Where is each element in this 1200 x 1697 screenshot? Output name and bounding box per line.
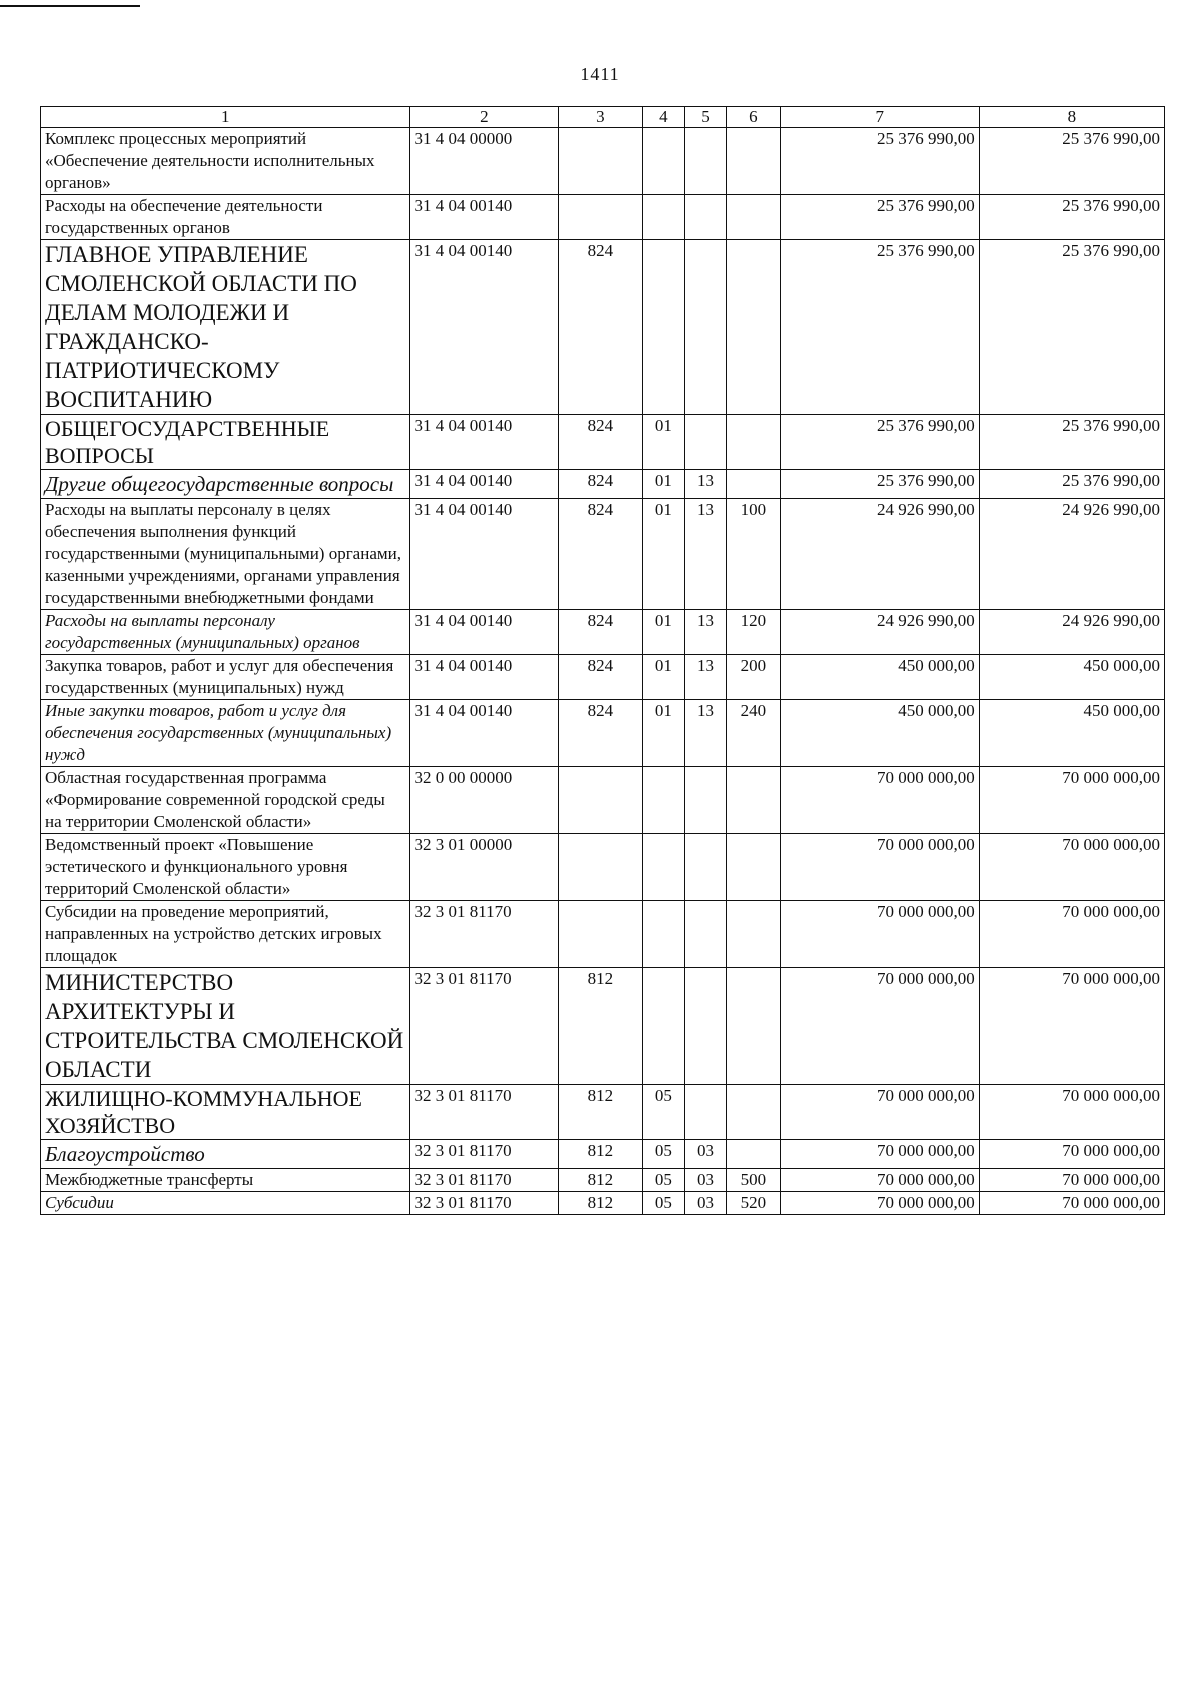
cell-sum-2: 24 926 990,00 <box>979 610 1164 655</box>
header-col-1: 1 <box>41 107 410 128</box>
cell-subsection: 13 <box>685 470 727 499</box>
table-row <box>41 767 1165 834</box>
header-col-8: 8 <box>979 107 1164 128</box>
cell-expense-type <box>726 834 780 901</box>
cell-section: 01 <box>642 655 685 700</box>
cell-sum-2: 70 000 000,00 <box>979 1085 1164 1140</box>
cell-ministry-code: 824 <box>559 610 642 655</box>
cell-expense-type <box>726 968 780 1085</box>
cell-name: Благоустройство <box>41 1140 410 1169</box>
budget-table <box>40 106 1165 1215</box>
cell-ministry-code: 824 <box>559 240 642 415</box>
cell-subsection <box>685 128 727 195</box>
cell-name: Субсидии на проведение мероприятий, направленных на устройство детских игровых площадок <box>41 901 410 968</box>
cell-sum-1: 450 000,00 <box>780 700 979 767</box>
cell-target-code: 32 3 01 81170 <box>410 1140 559 1169</box>
cell-section <box>642 128 685 195</box>
cell-subsection <box>685 767 727 834</box>
cell-sum-2: 70 000 000,00 <box>979 901 1164 968</box>
cell-target-code: 32 3 01 81170 <box>410 1169 559 1192</box>
cell-ministry-code <box>559 195 642 240</box>
table-header-row <box>41 107 1165 128</box>
table-row <box>41 700 1165 767</box>
cell-ministry-code <box>559 901 642 968</box>
cell-sum-2: 25 376 990,00 <box>979 240 1164 415</box>
table-row <box>41 1169 1165 1192</box>
cell-target-code: 32 3 01 00000 <box>410 834 559 901</box>
cell-sum-1: 450 000,00 <box>780 655 979 700</box>
cell-subsection: 13 <box>685 655 727 700</box>
table-row <box>41 610 1165 655</box>
cell-section: 01 <box>642 700 685 767</box>
cell-subsection: 13 <box>685 610 727 655</box>
cell-expense-type <box>726 1085 780 1140</box>
cell-sum-1: 70 000 000,00 <box>780 1140 979 1169</box>
cell-sum-1: 25 376 990,00 <box>780 128 979 195</box>
cell-subsection <box>685 968 727 1085</box>
cell-name: Расходы на выплаты персоналу в целях обеспечения выполнения функций государственными (муниципальными) органами, казенными учреждениями, органами управления государственными внебюджетными фондами <box>41 499 410 610</box>
cell-target-code: 31 4 04 00140 <box>410 470 559 499</box>
cell-target-code: 31 4 04 00140 <box>410 700 559 767</box>
header-col-3: 3 <box>559 107 642 128</box>
cell-ministry-code: 812 <box>559 1085 642 1140</box>
cell-ministry-code: 812 <box>559 968 642 1085</box>
cell-sum-2: 450 000,00 <box>979 655 1164 700</box>
cell-sum-2: 450 000,00 <box>979 700 1164 767</box>
cell-subsection <box>685 195 727 240</box>
cell-subsection: 13 <box>685 499 727 610</box>
cell-name: МИНИСТЕРСТВО АРХИТЕКТУРЫ И СТРОИТЕЛЬСТВА СМОЛЕНСКОЙ ОБЛАСТИ <box>41 968 410 1085</box>
cell-name: Межбюджетные трансферты <box>41 1169 410 1192</box>
cell-sum-1: 24 926 990,00 <box>780 499 979 610</box>
cell-name: Комплекс процессных мероприятий «Обеспечение деятельности исполнительных органов» <box>41 128 410 195</box>
cell-sum-1: 25 376 990,00 <box>780 195 979 240</box>
header-col-6: 6 <box>726 107 780 128</box>
cell-sum-1: 24 926 990,00 <box>780 610 979 655</box>
cell-expense-type: 500 <box>726 1169 780 1192</box>
cell-name: Закупка товаров, работ и услуг для обеспечения государственных (муниципальных) нужд <box>41 655 410 700</box>
table-row <box>41 834 1165 901</box>
cell-ministry-code <box>559 128 642 195</box>
cell-section: 01 <box>642 610 685 655</box>
cell-name: ЖИЛИЩНО-КОММУНАЛЬНОЕ ХОЗЯЙСТВО <box>41 1085 410 1140</box>
cell-expense-type <box>726 470 780 499</box>
cell-target-code: 32 3 01 81170 <box>410 1192 559 1215</box>
cell-sum-1: 70 000 000,00 <box>780 968 979 1085</box>
cell-section: 05 <box>642 1169 685 1192</box>
cell-subsection <box>685 834 727 901</box>
cell-name: ОБЩЕГОСУДАРСТВЕННЫЕ ВОПРОСЫ <box>41 415 410 470</box>
cell-target-code: 31 4 04 00000 <box>410 128 559 195</box>
cell-sum-2: 25 376 990,00 <box>979 470 1164 499</box>
table-row <box>41 240 1165 415</box>
cell-subsection: 03 <box>685 1169 727 1192</box>
cell-subsection <box>685 240 727 415</box>
cell-target-code: 31 4 04 00140 <box>410 655 559 700</box>
table-row <box>41 128 1165 195</box>
cell-section: 05 <box>642 1140 685 1169</box>
cell-sum-2: 25 376 990,00 <box>979 195 1164 240</box>
cell-expense-type: 520 <box>726 1192 780 1215</box>
cell-target-code: 31 4 04 00140 <box>410 499 559 610</box>
cell-name: Расходы на обеспечение деятельности государственных органов <box>41 195 410 240</box>
cell-expense-type <box>726 1140 780 1169</box>
cell-subsection: 03 <box>685 1140 727 1169</box>
cell-sum-2: 24 926 990,00 <box>979 499 1164 610</box>
cell-target-code: 32 3 01 81170 <box>410 1085 559 1140</box>
cell-ministry-code: 824 <box>559 655 642 700</box>
scan-corner-mark <box>0 5 140 7</box>
cell-name: Ведомственный проект «Повышение эстетического и функционального уровня территорий Смоленской области» <box>41 834 410 901</box>
cell-ministry-code: 812 <box>559 1169 642 1192</box>
cell-ministry-code: 812 <box>559 1192 642 1215</box>
cell-sum-1: 70 000 000,00 <box>780 1169 979 1192</box>
cell-section <box>642 240 685 415</box>
cell-section: 01 <box>642 499 685 610</box>
table-row <box>41 415 1165 470</box>
cell-expense-type <box>726 240 780 415</box>
cell-ministry-code <box>559 834 642 901</box>
cell-sum-2: 25 376 990,00 <box>979 415 1164 470</box>
cell-expense-type: 200 <box>726 655 780 700</box>
cell-sum-1: 25 376 990,00 <box>780 415 979 470</box>
cell-target-code: 31 4 04 00140 <box>410 610 559 655</box>
cell-ministry-code: 824 <box>559 415 642 470</box>
cell-ministry-code: 824 <box>559 700 642 767</box>
cell-sum-1: 70 000 000,00 <box>780 834 979 901</box>
cell-ministry-code: 824 <box>559 470 642 499</box>
cell-expense-type <box>726 767 780 834</box>
cell-sum-1: 25 376 990,00 <box>780 240 979 415</box>
header-col-2: 2 <box>410 107 559 128</box>
cell-target-code: 32 3 01 81170 <box>410 901 559 968</box>
table-row <box>41 195 1165 240</box>
cell-target-code: 31 4 04 00140 <box>410 415 559 470</box>
table-row <box>41 1192 1165 1215</box>
table-body <box>41 128 1165 1215</box>
cell-subsection <box>685 901 727 968</box>
cell-expense-type <box>726 128 780 195</box>
cell-sum-2: 70 000 000,00 <box>979 1140 1164 1169</box>
cell-expense-type: 240 <box>726 700 780 767</box>
cell-expense-type: 100 <box>726 499 780 610</box>
cell-name: Субсидии <box>41 1192 410 1215</box>
cell-target-code: 31 4 04 00140 <box>410 195 559 240</box>
cell-section: 05 <box>642 1085 685 1140</box>
header-col-4: 4 <box>642 107 685 128</box>
cell-sum-2: 70 000 000,00 <box>979 834 1164 901</box>
cell-expense-type <box>726 901 780 968</box>
cell-subsection <box>685 415 727 470</box>
table-row <box>41 470 1165 499</box>
cell-sum-2: 70 000 000,00 <box>979 968 1164 1085</box>
table-row <box>41 901 1165 968</box>
cell-name: Областная государственная программа «Формирование современной городской среды на территории Смоленской области» <box>41 767 410 834</box>
cell-section <box>642 767 685 834</box>
header-col-7: 7 <box>780 107 979 128</box>
cell-target-code: 32 0 00 00000 <box>410 767 559 834</box>
cell-expense-type: 120 <box>726 610 780 655</box>
cell-name: Расходы на выплаты персоналу государственных (муниципальных) органов <box>41 610 410 655</box>
cell-section <box>642 834 685 901</box>
cell-target-code: 32 3 01 81170 <box>410 968 559 1085</box>
cell-section <box>642 968 685 1085</box>
page-number: 1411 <box>580 64 620 84</box>
cell-section <box>642 195 685 240</box>
cell-section: 01 <box>642 470 685 499</box>
cell-sum-2: 70 000 000,00 <box>979 767 1164 834</box>
table-row <box>41 1085 1165 1140</box>
cell-section <box>642 901 685 968</box>
cell-target-code: 31 4 04 00140 <box>410 240 559 415</box>
cell-sum-2: 70 000 000,00 <box>979 1192 1164 1215</box>
table-row <box>41 499 1165 610</box>
cell-sum-2: 70 000 000,00 <box>979 1169 1164 1192</box>
header-col-5: 5 <box>685 107 727 128</box>
cell-subsection <box>685 1085 727 1140</box>
cell-expense-type <box>726 195 780 240</box>
cell-name: Иные закупки товаров, работ и услуг для обеспечения государственных (муниципальных) нужд <box>41 700 410 767</box>
table-row <box>41 655 1165 700</box>
table-row <box>41 1140 1165 1169</box>
cell-sum-2: 25 376 990,00 <box>979 128 1164 195</box>
cell-ministry-code: 824 <box>559 499 642 610</box>
cell-subsection: 03 <box>685 1192 727 1215</box>
cell-expense-type <box>726 415 780 470</box>
cell-sum-1: 70 000 000,00 <box>780 1085 979 1140</box>
cell-sum-1: 70 000 000,00 <box>780 901 979 968</box>
cell-ministry-code <box>559 767 642 834</box>
table-row <box>41 968 1165 1085</box>
cell-sum-1: 70 000 000,00 <box>780 1192 979 1215</box>
cell-section: 05 <box>642 1192 685 1215</box>
cell-name: ГЛАВНОЕ УПРАВЛЕНИЕ СМОЛЕНСКОЙ ОБЛАСТИ ПО ДЕЛАМ МОЛОДЕЖИ И ГРАЖДАНСКО-ПАТРИОТИЧЕСКОМУ ВОСПИТАНИЮ <box>41 240 410 415</box>
cell-section: 01 <box>642 415 685 470</box>
cell-name: Другие общегосударственные вопросы <box>41 470 410 499</box>
cell-sum-1: 70 000 000,00 <box>780 767 979 834</box>
cell-ministry-code: 812 <box>559 1140 642 1169</box>
cell-subsection: 13 <box>685 700 727 767</box>
cell-sum-1: 25 376 990,00 <box>780 470 979 499</box>
